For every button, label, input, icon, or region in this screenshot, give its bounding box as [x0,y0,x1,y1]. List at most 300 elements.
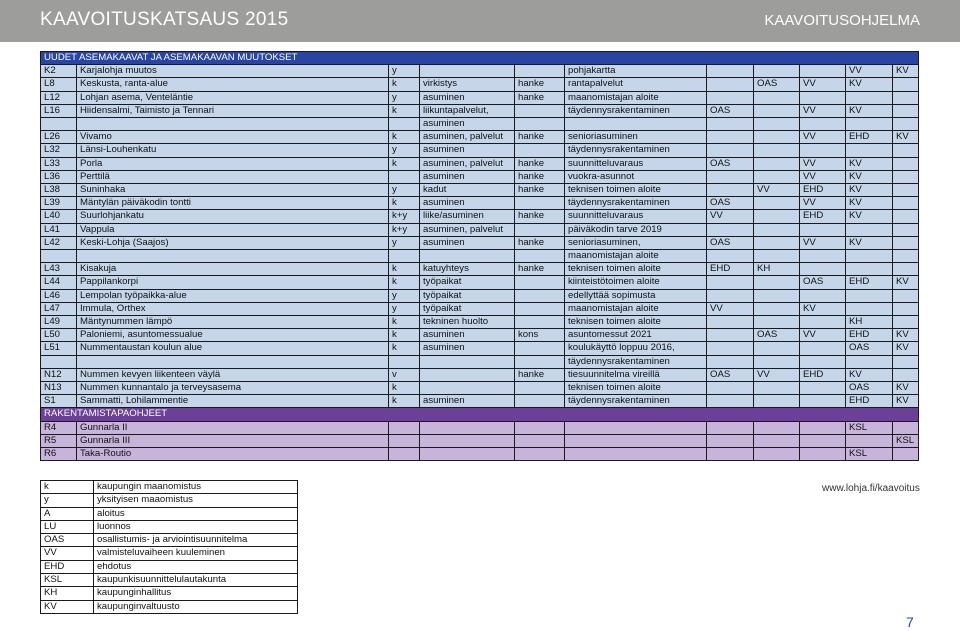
legend-key: A [41,507,94,520]
stage-mark-cell [754,65,800,78]
stage-mark-cell [707,289,754,302]
stage-mark-cell [800,448,846,461]
initiative-cell: teknisen toimen aloite [565,382,707,395]
plan-id-cell: L38 [41,184,77,197]
stage-mark-cell: KV [846,236,893,249]
table-row [41,170,919,183]
plan-name-cell: Gunnarla II [77,421,389,434]
stage-mark-cell: OAS [707,197,754,210]
plan-name-cell: Vappula [77,223,389,236]
initiative-cell [565,434,707,447]
project-type-cell: hanke [515,263,565,276]
stage-mark-cell [893,448,919,461]
stage-mark-cell [707,118,754,131]
ownership-cell: k [389,157,420,170]
ownership-cell: k [389,329,420,342]
land-use-cell [420,382,515,395]
land-use-cell: asuminen [420,342,515,355]
stage-mark-cell [707,329,754,342]
stage-mark-cell [893,210,919,223]
stage-mark-cell: VV [754,184,800,197]
table-row [41,395,919,408]
plan-name-cell: Länsi-Louhenkatu [77,144,389,157]
land-use-cell: kadut [420,184,515,197]
plan-name-cell: Lohjan asema, Venteläntie [77,91,389,104]
ownership-cell [389,250,420,263]
land-use-cell [420,355,515,368]
ownership-cell: k [389,131,420,144]
project-type-cell [515,434,565,447]
stage-mark-cell: KV [846,157,893,170]
plan-id-cell: L44 [41,276,77,289]
stage-mark-cell: KV [893,395,919,408]
stage-mark-cell [846,355,893,368]
stage-mark-cell [846,289,893,302]
stage-mark-cell: KV [846,184,893,197]
plan-id-cell: S1 [41,395,77,408]
initiative-cell: senioriasuminen [565,131,707,144]
stage-mark-cell [846,118,893,131]
legend-text: osallistumis- ja arviointisuunnitelma [94,534,298,547]
stage-mark-cell [707,421,754,434]
ownership-cell: k+y [389,223,420,236]
stage-mark-cell: OAS [754,329,800,342]
stage-mark-cell: KV [846,197,893,210]
land-use-cell: katuyhteys [420,263,515,276]
plan-id-cell: L41 [41,223,77,236]
initiative-cell: vuokra-asunnot [565,170,707,183]
stage-mark-cell [893,197,919,210]
plan-id-cell: L8 [41,78,77,91]
land-use-cell: asuminen [420,170,515,183]
project-type-cell: hanke [515,210,565,223]
legend-text: luonnos [94,520,298,533]
plan-name-cell: Nummen kunnantalo ja terveysasema [77,382,389,395]
initiative-cell: maanomistajan aloite [565,91,707,104]
stage-mark-cell: OAS [707,368,754,381]
stage-mark-cell [707,184,754,197]
land-use-cell [420,421,515,434]
table-row [41,316,919,329]
plan-name-cell: Suurlohjankatu [77,210,389,223]
table-row [41,210,919,223]
legend-key: VV [41,547,94,560]
stage-mark-cell: KV [893,329,919,342]
stage-mark-cell: VV [800,170,846,183]
project-type-cell: hanke [515,184,565,197]
stage-mark-cell [893,355,919,368]
stage-mark-cell: EHD [846,276,893,289]
ownership-cell: k [389,78,420,91]
initiative-cell: teknisen toimen aloite [565,263,707,276]
land-use-cell: asuminen [420,329,515,342]
stage-mark-cell [893,91,919,104]
table-row [41,118,919,131]
ownership-cell: y [389,91,420,104]
stage-mark-cell: KSL [893,434,919,447]
stage-mark-cell [800,421,846,434]
stage-mark-cell [707,91,754,104]
stage-mark-cell [707,65,754,78]
stage-mark-cell [800,342,846,355]
plan-name-cell [77,355,389,368]
legend-row [41,547,298,560]
plan-name-cell: Nummen kevyen liikenteen väylä [77,368,389,381]
table-row [41,355,919,368]
initiative-cell: suunnitteluvaraus [565,210,707,223]
plan-id-cell: L46 [41,289,77,302]
stage-mark-cell [800,289,846,302]
stage-mark-cell [893,263,919,276]
stage-mark-cell: KV [893,65,919,78]
legend-row [41,534,298,547]
stage-mark-cell [800,395,846,408]
table-row [41,144,919,157]
legend-text: aloitus [94,507,298,520]
stage-mark-cell: OAS [707,157,754,170]
project-type-cell: hanke [515,78,565,91]
table-row [41,157,919,170]
legend-row [41,507,298,520]
section-title: RAKENTAMISTAPAOHJEET [41,408,919,421]
document-title: KAAVOITUSKATSAUS 2015 [40,9,289,30]
stage-mark-cell: KV [846,104,893,117]
project-type-cell [515,382,565,395]
section-header-row [41,52,919,65]
project-type-cell [515,197,565,210]
table-row [41,65,919,78]
section-title: KAAVOITUSOHJELMA [764,12,920,29]
ownership-cell: k [389,276,420,289]
plan-id-cell: L36 [41,170,77,183]
stage-mark-cell: VV [800,78,846,91]
stage-mark-cell [707,276,754,289]
stage-mark-cell: KV [846,170,893,183]
stage-mark-cell: VV [707,302,754,315]
ownership-cell: y [389,302,420,315]
land-use-cell: asuminen [420,197,515,210]
table-row [41,236,919,249]
stage-mark-cell [893,302,919,315]
stage-mark-cell [893,289,919,302]
initiative-cell: senioriasuminen, [565,236,707,249]
land-use-cell: liikuntapalvelut, [420,104,515,117]
plan-id-cell: L26 [41,131,77,144]
stage-mark-cell: OAS [707,104,754,117]
land-use-cell: työpaikat [420,302,515,315]
land-use-cell: asuminen, palvelut [420,223,515,236]
land-use-cell: tekninen huolto [420,316,515,329]
ownership-cell: k [389,342,420,355]
project-type-cell [515,342,565,355]
project-type-cell: hanke [515,368,565,381]
project-type-cell: hanke [515,131,565,144]
plan-name-cell: Vivamo [77,131,389,144]
stage-mark-cell [893,104,919,117]
legend-key: OAS [41,534,94,547]
table-row [41,421,919,434]
table-row [41,448,919,461]
initiative-cell: päiväkodin tarve 2019 [565,223,707,236]
project-type-cell [515,355,565,368]
stage-mark-cell [754,250,800,263]
land-use-cell [420,434,515,447]
plan-id-cell: L32 [41,144,77,157]
initiative-cell: täydennysrakentaminen [565,144,707,157]
plan-id-cell: K2 [41,65,77,78]
stage-mark-cell [754,104,800,117]
stage-mark-cell [707,131,754,144]
land-use-cell: liike/asuminen [420,210,515,223]
ownership-cell [389,355,420,368]
stage-mark-cell: EHD [846,395,893,408]
stage-mark-cell: VV [800,329,846,342]
stage-mark-cell: EHD [846,329,893,342]
table-row [41,342,919,355]
initiative-cell: rantapalvelut [565,78,707,91]
stage-mark-cell [707,144,754,157]
stage-mark-cell [800,434,846,447]
ownership-cell: y [389,184,420,197]
project-type-cell: hanke [515,236,565,249]
plan-id-cell: L51 [41,342,77,355]
stage-mark-cell [754,236,800,249]
stage-mark-cell: KV [893,131,919,144]
initiative-cell: teknisen toimen aloite [565,184,707,197]
stage-mark-cell [707,395,754,408]
stage-mark-cell [707,448,754,461]
page-number: 7 [906,614,914,630]
plan-name-cell: Nummentaustan koulun alue [77,342,389,355]
project-type-cell [515,65,565,78]
project-type-cell [515,395,565,408]
stage-mark-cell [893,421,919,434]
stage-mark-cell [707,342,754,355]
ownership-cell: y [389,65,420,78]
plan-id-cell: L40 [41,210,77,223]
stage-mark-cell [846,223,893,236]
plan-id-cell [41,355,77,368]
plan-name-cell: Mäntylän päiväkodin tontti [77,197,389,210]
stage-mark-cell [846,263,893,276]
legend-key: KV [41,600,94,613]
plan-id-cell: L33 [41,157,77,170]
land-use-cell: asuminen, palvelut [420,157,515,170]
legend-row [41,560,298,573]
table-row [41,382,919,395]
plan-name-cell: Pappilankorpi [77,276,389,289]
table-row [41,91,919,104]
stage-mark-cell [846,302,893,315]
plan-name-cell [77,250,389,263]
legend-table [40,480,298,614]
stage-mark-cell [754,276,800,289]
project-type-cell [515,118,565,131]
legend-row [41,574,298,587]
legend-text: yksityisen maaomistus [94,494,298,507]
stage-mark-cell [707,434,754,447]
plan-name-cell: Hiidensalmi, Taimisto ja Tennari [77,104,389,117]
land-use-cell: asuminen [420,395,515,408]
stage-mark-cell: KV [893,342,919,355]
initiative-cell: täydennysrakentaminen [565,104,707,117]
stage-mark-cell [800,316,846,329]
stage-mark-cell [754,434,800,447]
stage-mark-cell [707,316,754,329]
plan-id-cell: L12 [41,91,77,104]
stage-mark-cell: KV [893,382,919,395]
land-use-cell: asuminen, palvelut [420,131,515,144]
stage-mark-cell [707,355,754,368]
stage-mark-cell [754,223,800,236]
stage-mark-cell [800,65,846,78]
land-use-cell [420,448,515,461]
legend-row [41,494,298,507]
stage-mark-cell [754,289,800,302]
plan-name-cell: Kisakuja [77,263,389,276]
ownership-cell: y [389,289,420,302]
stage-mark-cell [707,170,754,183]
page-header [0,0,960,42]
plan-name-cell: Gunnarla III [77,434,389,447]
table-row [41,276,919,289]
stage-mark-cell [707,78,754,91]
stage-mark-cell: KV [893,276,919,289]
stage-mark-cell [893,250,919,263]
initiative-cell: asuntomessut 2021 [565,329,707,342]
project-type-cell: hanke [515,91,565,104]
project-type-cell [515,421,565,434]
plan-id-cell: L42 [41,236,77,249]
stage-mark-cell: KSL [846,448,893,461]
ownership-cell: y [389,236,420,249]
initiative-cell: täydennysrakentaminen [565,355,707,368]
stage-mark-cell [754,210,800,223]
plan-name-cell: Immula, Orthex [77,302,389,315]
table-row [41,302,919,315]
stage-mark-cell [707,223,754,236]
stage-mark-cell [754,316,800,329]
project-type-cell [515,448,565,461]
stage-mark-cell [893,170,919,183]
plan-id-cell: L16 [41,104,77,117]
land-use-cell [420,250,515,263]
plan-id-cell: R4 [41,421,77,434]
stage-mark-cell [754,302,800,315]
initiative-cell: maanomistajan aloite [565,250,707,263]
ownership-cell: v [389,368,420,381]
plan-id-cell: N12 [41,368,77,381]
plan-name-cell: Porla [77,157,389,170]
legend-row [41,520,298,533]
stage-mark-cell [754,144,800,157]
land-use-cell: asuminen [420,91,515,104]
stage-mark-cell: KV [846,78,893,91]
plan-name-cell: Taka-Routio [77,448,389,461]
stage-mark-cell [800,118,846,131]
legend-text: valmisteluvaiheen kuuleminen [94,547,298,560]
stage-mark-cell: VV [800,131,846,144]
stage-mark-cell: KV [800,302,846,315]
stage-mark-cell [800,355,846,368]
stage-mark-cell: OAS [754,78,800,91]
stage-mark-cell: VV [800,104,846,117]
initiative-cell [565,118,707,131]
stage-mark-cell [800,144,846,157]
legend-key: y [41,494,94,507]
initiative-cell: suunnitteluvaraus [565,157,707,170]
stage-mark-cell [754,355,800,368]
stage-mark-cell [800,263,846,276]
stage-mark-cell [754,131,800,144]
project-type-cell [515,276,565,289]
website-link[interactable]: www.lohja.fi/kaavoitus [822,483,920,494]
ownership-cell: k [389,382,420,395]
stage-mark-cell [707,250,754,263]
land-use-cell: työpaikat [420,289,515,302]
table-row [41,184,919,197]
stage-mark-cell [846,91,893,104]
stage-mark-cell [846,250,893,263]
plan-id-cell [41,250,77,263]
ownership-cell: k+y [389,210,420,223]
legend-text: kaupungin maanomistus [94,481,298,494]
legend-text: kaupunkisuunnittelulautakunta [94,574,298,587]
plan-id-cell [41,118,77,131]
stage-mark-cell [754,91,800,104]
land-use-cell [420,65,515,78]
plan-name-cell: Paloniemi, asuntomessualue [77,329,389,342]
stage-mark-cell: KH [846,316,893,329]
stage-mark-cell: VV [707,210,754,223]
table-row [41,223,919,236]
stage-mark-cell [893,78,919,91]
stage-mark-cell [893,368,919,381]
project-type-cell [515,289,565,302]
stage-mark-cell [893,236,919,249]
ownership-cell [389,448,420,461]
stage-mark-cell [754,118,800,131]
plan-id-cell: R6 [41,448,77,461]
table-row [41,78,919,91]
stage-mark-cell [846,434,893,447]
ownership-cell: k [389,316,420,329]
stage-mark-cell [754,421,800,434]
initiative-cell: pohjakartta [565,65,707,78]
ownership-cell: k [389,104,420,117]
ownership-cell [389,118,420,131]
land-use-cell [420,368,515,381]
ownership-cell [389,170,420,183]
project-type-cell [515,144,565,157]
initiative-cell: täydennysrakentaminen [565,395,707,408]
table-row [41,104,919,117]
stage-mark-cell [893,316,919,329]
initiative-cell: täydennysrakentaminen [565,197,707,210]
plan-name-cell: Keski-Lohja (Saajos) [77,236,389,249]
plan-id-cell: N13 [41,382,77,395]
stage-mark-cell [754,197,800,210]
initiative-cell [565,421,707,434]
stage-mark-cell [846,144,893,157]
plan-name-cell: Suninhaka [77,184,389,197]
plan-id-cell: L49 [41,316,77,329]
stage-mark-cell: OAS [800,276,846,289]
legend-text: ehdotus [94,560,298,573]
ownership-cell: k [389,197,420,210]
project-type-cell [515,316,565,329]
stage-mark-cell: OAS [707,236,754,249]
